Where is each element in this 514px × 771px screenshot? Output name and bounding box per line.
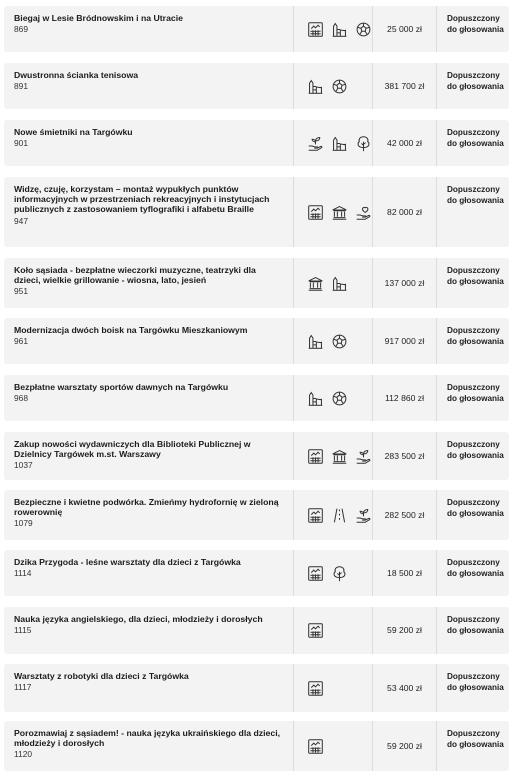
institution-icon [331,204,348,221]
category-icons [293,664,372,712]
status-badge: Dopuszczony do głosowania [436,258,509,308]
project-title[interactable]: Nowe śmietniki na Targówku [14,127,133,137]
project-number: 901 [14,138,28,149]
project-number: 951 [14,286,28,297]
category-icons [293,318,372,364]
project-title[interactable]: Koło sąsiada - bezpłatne wieczorki muzyczne, teatrzyki dla dzieci, wielkie grillowanie - wiosna, lato, jesień [14,265,256,286]
category-icons [293,177,372,247]
project-row[interactable] [4,607,509,654]
board-icon [307,622,324,639]
board-icon [307,21,324,38]
project-title-cell [4,6,293,52]
project-number: 947 [14,215,28,226]
status-badge: Dopuszczony do głosowania [436,6,509,52]
project-title[interactable]: Biegaj w Lesie Bródnowskim i na Utracie [14,13,183,23]
project-title[interactable]: Bezpłatne warsztaty sportów dawnych na Targówku [14,382,229,392]
tree-icon [355,135,372,152]
project-cost: 112 860 zł [372,375,436,421]
status-badge: Dopuszczony do głosowania [436,664,509,712]
project-title[interactable]: Bezpieczne i kwietne podwórka. Zmieńmy hydrofornię w zieloną rowerownię [14,497,279,518]
project-cost: 53 400 zł [372,664,436,712]
board-icon [307,738,324,755]
playground-icon [307,390,324,407]
project-cost: 381 700 zł [372,63,436,109]
project-title[interactable]: Widzę, czuję, korzystam – montaż wypukłych punktów informacyjnych w przestrzeniach rekreacyjnych i instytucjach publicznych z zastosowaniem tyflografiki i alfabetu Braille [14,184,270,215]
seedling-hand-icon [355,507,372,524]
project-title[interactable]: Porozmawiaj z sąsiadem! - nauka języka ukraińskiego dla dzieci, młodzieży i dorosłych [14,728,281,749]
playground-icon [307,333,324,350]
project-title-cell [4,375,293,421]
seedling-hand-icon [307,135,324,152]
category-icons [293,490,372,540]
category-icons [293,63,372,109]
project-title-cell [4,490,293,540]
status-badge: Dopuszczony do głosowania [436,550,509,596]
project-title-cell [4,607,293,654]
status-badge: Dopuszczony do głosowania [436,120,509,166]
project-number: 968 [14,393,28,404]
board-icon [307,680,324,697]
project-cost: 917 000 zł [372,318,436,364]
project-title[interactable]: Warsztaty z robotyki dla dzieci z Targówka [14,671,189,681]
project-number: 1115 [14,625,32,636]
project-number: 1079 [14,518,33,529]
seedling-hand-icon [355,448,372,465]
project-number: 869 [14,24,28,35]
ball-icon [331,390,348,407]
institution-icon [307,275,324,292]
project-title-cell [4,120,293,166]
project-title[interactable]: Modernizacja dwóch boisk na Targówku Mieszkaniowym [14,325,248,335]
playground-icon [307,78,324,95]
category-icons [293,721,372,771]
project-number: 961 [14,336,28,347]
project-cost: 137 000 zł [372,258,436,308]
board-icon [307,565,324,582]
project-number: 1114 [14,568,32,579]
status-badge: Dopuszczony do głosowania [436,375,509,421]
project-row[interactable] [4,550,509,596]
status-badge: Dopuszczony do głosowania [436,721,509,771]
project-row[interactable] [4,258,509,308]
project-title[interactable]: Dwustronna ścianka tenisowa [14,70,139,80]
tree-icon [331,565,348,582]
project-cost: 283 500 zł [372,432,436,480]
status-badge: Dopuszczony do głosowania [436,490,509,540]
project-row[interactable] [4,721,509,771]
ball-icon [355,21,372,38]
board-icon [307,204,324,221]
status-badge: Dopuszczony do głosowania [436,177,509,247]
project-title[interactable]: Nauka języka angielskiego, dla dzieci, młodzieży i dorosłych [14,614,263,624]
project-title-cell [4,432,293,480]
project-number: 891 [14,81,28,92]
project-title-cell [4,258,293,308]
project-row[interactable] [4,432,509,480]
category-icons [293,375,372,421]
status-badge: Dopuszczony do głosowania [436,63,509,109]
project-cost: 82 000 zł [372,177,436,247]
playground-icon [331,275,348,292]
playground-icon [331,21,348,38]
project-title[interactable]: Dzika Przygoda - leśne warsztaty dla dzieci z Targówka [14,557,241,567]
project-cost: 25 000 zł [372,6,436,52]
board-icon [307,448,324,465]
category-icons [293,432,372,480]
project-cost: 59 200 zł [372,721,436,771]
project-title-cell [4,177,293,247]
project-cost: 59 200 zł [372,607,436,654]
project-title-cell [4,318,293,364]
category-icons [293,607,372,654]
project-title-cell [4,721,293,771]
project-row[interactable] [4,490,509,540]
ball-icon [331,333,348,350]
project-row[interactable] [4,63,509,109]
project-row[interactable] [4,318,509,364]
category-icons [293,120,372,166]
status-badge: Dopuszczony do głosowania [436,432,509,480]
project-row[interactable] [4,6,509,52]
project-title[interactable]: Zakup nowości wydawniczych dla Biblioteki Publicznej w Dzielnicy Targówek m.st. Warszawy [14,439,251,460]
category-icons [293,6,372,52]
heart-hand-icon [355,204,372,221]
project-row[interactable] [4,664,509,712]
road-icon [331,507,348,524]
project-cost: 18 500 zł [372,550,436,596]
category-icons [293,550,372,596]
status-badge: Dopuszczony do głosowania [436,607,509,654]
project-cost: 42 000 zł [372,120,436,166]
project-title-cell [4,550,293,596]
category-icons [293,258,372,308]
project-title-cell [4,664,293,712]
project-row[interactable] [4,375,509,421]
project-number: 1037 [14,460,33,471]
ball-icon [331,78,348,95]
project-cost: 282 500 zł [372,490,436,540]
project-title-cell [4,63,293,109]
board-icon [307,507,324,524]
playground-icon [331,135,348,152]
project-number: 1120 [14,749,33,760]
project-row[interactable] [4,177,509,247]
project-number: 1117 [14,682,32,693]
institution-icon [331,448,348,465]
status-badge: Dopuszczony do głosowania [436,318,509,364]
project-row[interactable] [4,120,509,166]
